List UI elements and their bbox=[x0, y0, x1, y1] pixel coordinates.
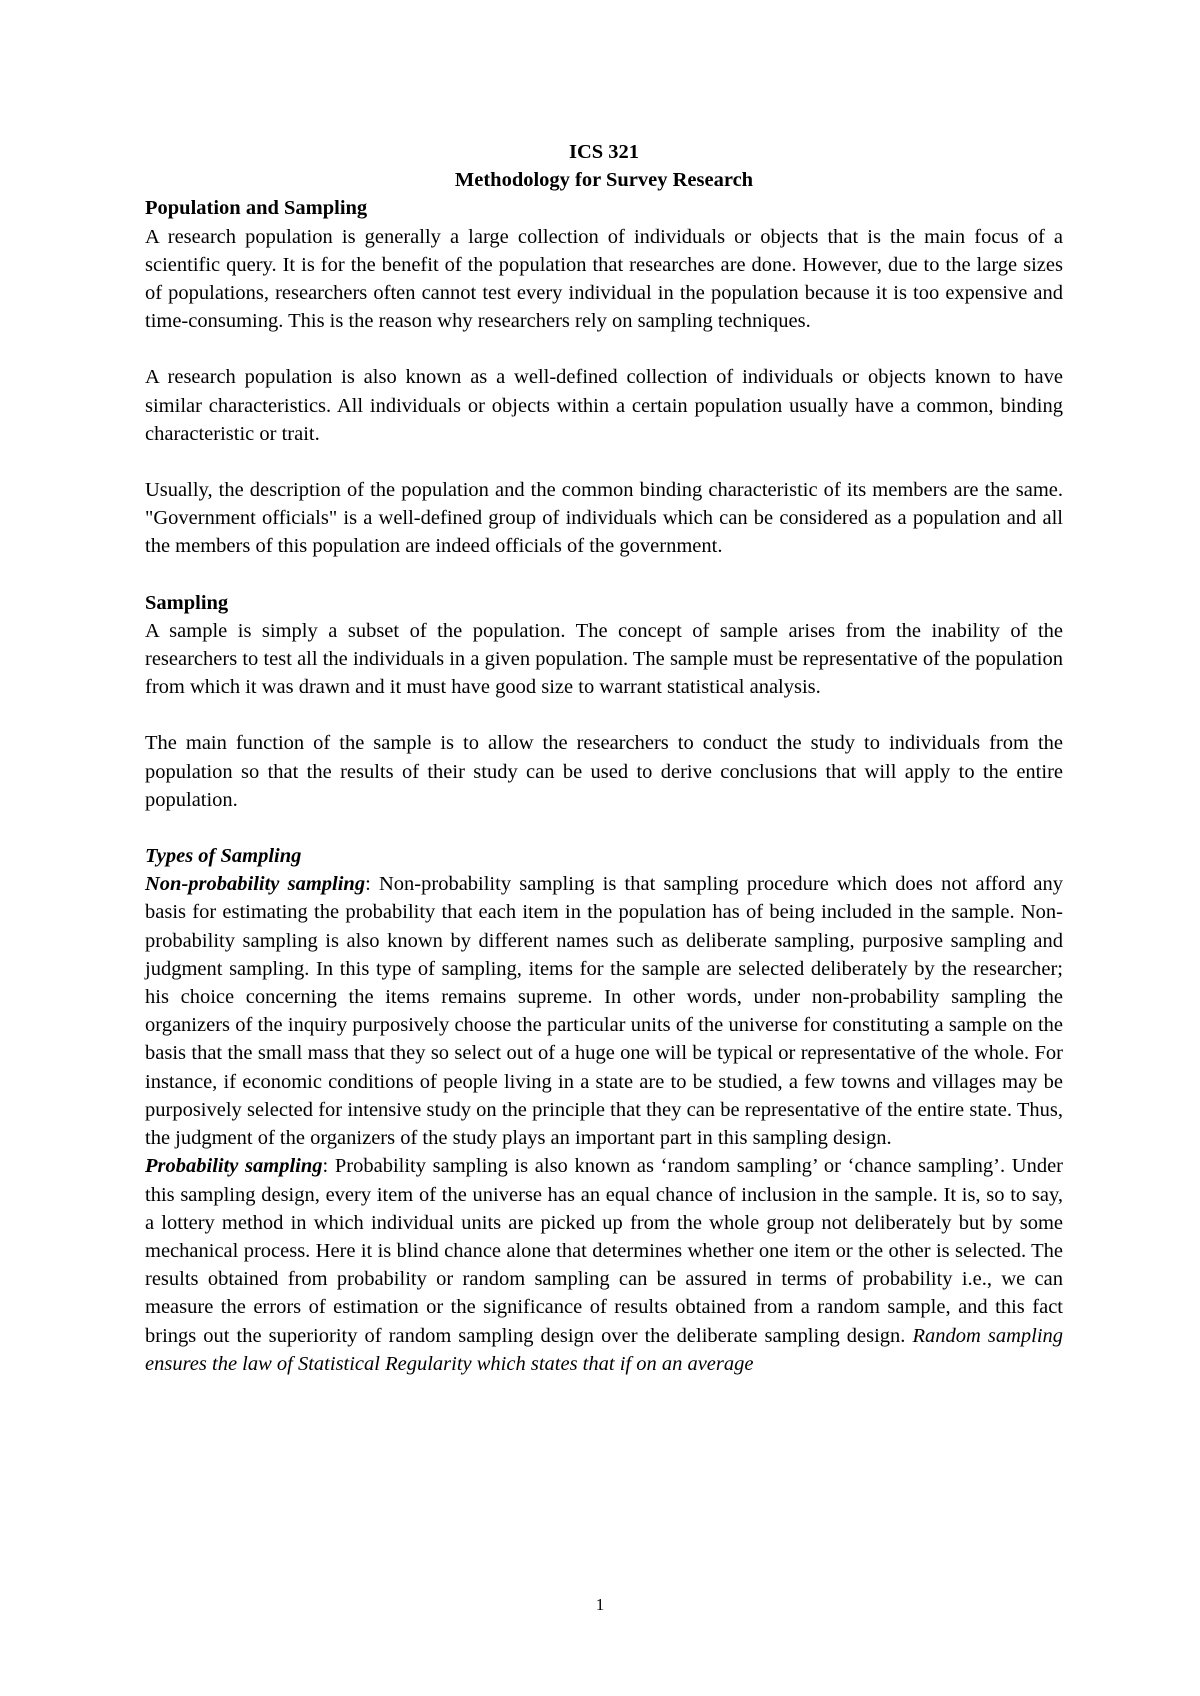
page-number: 1 bbox=[595, 1595, 605, 1614]
term-probability: Probability sampling bbox=[145, 1155, 323, 1178]
paragraph-probability bbox=[145, 1152, 1063, 1378]
probability-text: : Probability sampling is also known as ‘random sampling’ or ‘chance sampling’. Under this sampling design, every item of the universe has an equal chance of inclusion in the sample. It is, so to say, a lottery method in which individual units are picked up from the whole group not deliberately but by some mechanical process. Here it is blind chance alone that determines whether one item or the other is selected. The results obtained from probability or random sampling can be assured in terms of probability i.e., we can measure the errors of estimation or the significance of results obtained from a random sample, and this fact brings out the superiority of random sampling design over the deliberate sampling design. bbox=[145, 1155, 1063, 1347]
paragraph-population-2: A research population is also known as a well-defined collection of individuals or objects known to have similar characteristics. All individuals or objects within a certain population usually have a common, binding characteristic or trait. bbox=[145, 366, 1063, 445]
paragraph-population-3: Usually, the description of the population and the common binding characteristic of its members are the same. "Government officials" is a well-defined group of individuals which can be considered as a population and all the members of this population are indeed officials of the government. bbox=[145, 479, 1063, 558]
non-probability-text: : Non-probability sampling is that sampling procedure which does not afford any basis for estimating the probability that each item in the population has of being included in the sample. Non-probability sampling is also known by different names such as deliberate sampling, purposive sampling and judgment sampling. In this type of sampling, items for the sample are selected deliberately by the researcher; his choice concerning the items remains supreme. In other words, under non-probability sampling the organizers of the inquiry purposively choose the particular units of the universe for constituting a sample on the basis that the small mass that they so select out of a huge one will be typical or representative of the whole. For instance, if economic conditions of people living in a state are to be studied, a few towns and villages may be purposively selected for intensive study on the principle that they can be representative of the entire state. Thus, the judgment of the organizers of the study plays an important part in this sampling design. bbox=[145, 873, 1064, 1150]
paragraph-sampling-1: A sample is simply a subset of the population. The concept of sample arises from the inability of the researchers to test all the individuals in a given population. The sample must be representative of the population from which it was drawn and it must have good size to warrant statistical analysis. bbox=[145, 619, 1063, 699]
document-page bbox=[145, 138, 1063, 1378]
document-title: Methodology for Survey Research bbox=[454, 169, 754, 192]
section-heading-population: Population and Sampling bbox=[145, 197, 368, 220]
section-heading-sampling: Sampling bbox=[145, 591, 229, 614]
term-non-probability: Non-probability sampling bbox=[145, 873, 366, 896]
paragraph-sampling-2: The main function of the sample is to allow the researchers to conduct the study to individuals from the population so that the results of their study can be used to derive conclusions that will apply to the entire population. bbox=[145, 732, 1063, 811]
paragraph-non-probability bbox=[145, 870, 1063, 1152]
section-heading-types: Types of Sampling bbox=[145, 845, 302, 868]
course-code: ICS 321 bbox=[568, 141, 640, 163]
probability-italic-text: Random sampling ensures the law of Statistical Regularity which states that if on an average bbox=[145, 1324, 1064, 1375]
paragraph-population-1: A research population is generally a large collection of individuals or objects that is the main focus of a scientific query. It is for the benefit of the population that researches are done. However, due to the large sizes of populations, researchers often cannot test every individual in the population because it is too expensive and time-consuming. This is the reason why researchers rely on sampling techniques. bbox=[145, 225, 1063, 333]
